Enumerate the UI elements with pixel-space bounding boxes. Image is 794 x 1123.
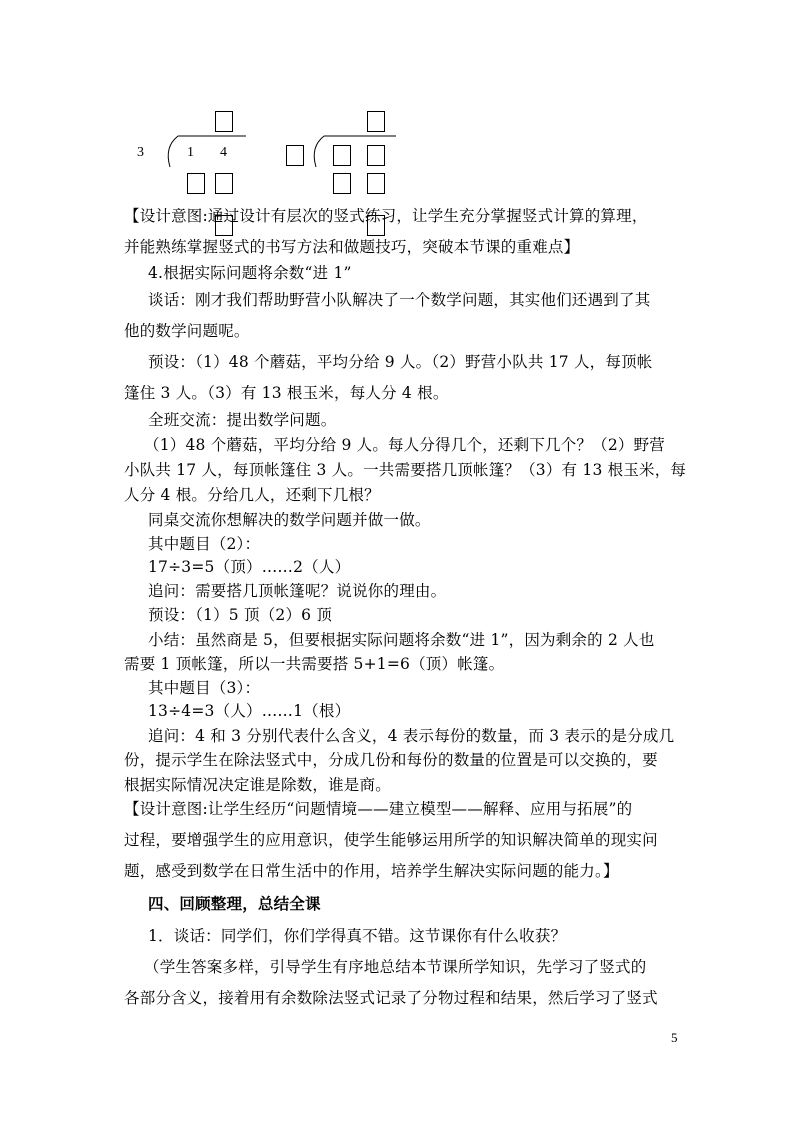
problems-line-2: 小队共 17 人，每顶帐篷住 3 人。一共需要搭几顶帐篷？（3）有 13 根玉米，每 [124,461,687,479]
problems-line-3: 人分 4 根。分给几人，还剩下几根？ [124,486,380,504]
class-exchange: 全班交流：提出数学问题。 [148,411,337,429]
desk-mate-line: 同桌交流你想解决的数学问题并做一做。 [148,511,431,529]
divisor-left: 3 [137,145,144,160]
problem-3-equation: 13÷4=3（人）……1（根） [148,702,351,720]
quotient-box-right [367,111,385,132]
problem-2-equation: 17÷3=5（顶）……2（人） [148,558,351,576]
follow-up-2-line-1: 追问：4 和 3 分别代表什么含义，4 表示每份的数量，而 3 表示的是分成几 [148,727,675,745]
dividend-box-right-2 [367,145,385,166]
division-bracket-left [160,133,255,173]
follow-up-2-line-3: 根据实际情况决定谁是除数，谁是商。 [124,776,391,794]
preset-line-1: 预设：（1）48 个蘑菇，平均分给 9 人。（2）野营小队共 17 人，每顶帐 [148,353,653,371]
review-line-2: （学生答案多样，引导学生有序地总结本节课所学知识，先学习了竖式的 [144,958,647,976]
dividend-digit-1: 1 [187,145,194,160]
page-number: 5 [671,1030,678,1045]
design-intent-2-line-1: 【设计意图:让学生经历“问题情境——建立模型——解释、应用与拓展”的 [124,800,633,818]
summary-line-1: 小结：虽然商是 5，但要根据实际问题将余数“进 1”，因为剩余的 2 人也 [148,631,655,649]
design-intent-2-line-3: 题，感受到数学在日常生活中的作用，培养学生解决实际问题的能力。】 [124,862,619,880]
design-intent-1-line-1: 【设计意图:通过设计有层次的竖式练习，让学生充分掌握竖式计算的算理， [124,207,648,225]
section-4-heading: 4.根据实际问题将余数“进 1” [148,264,352,282]
product-box-right-1 [333,173,351,194]
design-intent-1-line-2: 并能熟练掌握竖式的书写方法和做题技巧，突破本节课的重难点】 [124,238,580,256]
quotient-box-left [215,111,233,132]
problems-line-1: （1）48 个蘑菇，平均分给 9 人。每人分得几个，还剩下几个？（2）野营 [144,436,665,454]
follow-up-2-line-2: 份，提示学生在除法竖式中，分成几份和每份的数量的位置是可以交换的，要 [124,751,658,769]
follow-up-1: 追问：需要搭几顶帐篷呢？说说你的理由。 [148,582,447,600]
dividend-box-right-1 [333,145,351,166]
product-box-left-1 [187,173,205,194]
review-line-3: 各部分含义，接着用有余数除法竖式记录了分物过程和结果，然后学习了竖式 [124,989,658,1007]
dividend-digit-2: 4 [220,145,227,160]
review-line-1: 1．谈话：同学们，你们学得真不错。这节课你有什么收获？ [148,927,567,945]
preset-line-2: 篷住 3 人。（3）有 13 根玉米，每人分 4 根。 [124,384,449,402]
section-heading-review: 四、回顾整理，总结全课 [148,894,321,913]
dialog-line-1: 谈话：刚才我们帮助野营小队解决了一个数学问题，其实他们还遇到了其 [148,291,651,309]
product-box-right-2 [367,173,385,194]
division-bracket-right [300,133,410,173]
problem-2-label: 其中题目（2）： [148,535,261,553]
problem-3-label: 其中题目（3）： [148,679,261,697]
dialog-line-2: 他的数学问题呢。 [124,322,250,340]
summary-line-2: 需要 1 顶帐篷，所以一共需要搭 5+1=6（顶）帐篷。 [124,655,505,673]
product-box-left-2 [215,173,233,194]
design-intent-2-line-2: 过程，要增强学生的应用意识，使学生能够运用所学的知识解决简单的现实问 [124,831,658,849]
preset-answer: 预设：（1）5 顶（2）6 顶 [148,606,333,624]
